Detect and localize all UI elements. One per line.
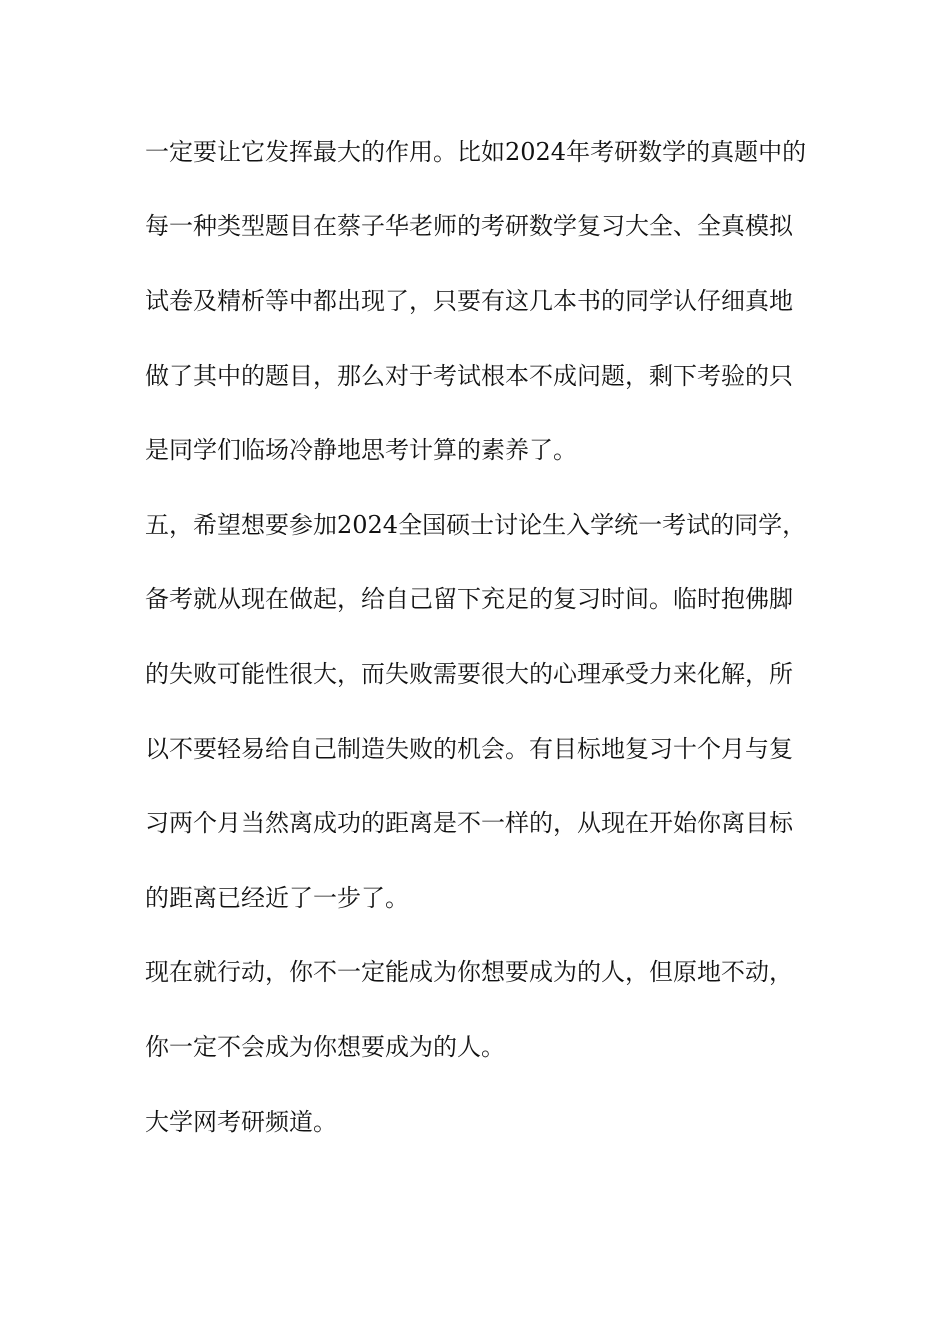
paragraph-line: 现在就行动，你不一定能成为你想要成为的人，但原地不动，	[145, 958, 793, 986]
paragraph-line: 以不要轻易给自己制造失败的机会。有目标地复习十个月与复	[145, 735, 793, 763]
paragraph-line: 你一定不会成为你想要成为的人。	[145, 1033, 505, 1061]
paragraph-line: 的距离已经近了一步了。	[145, 884, 409, 912]
paragraph-line: 每一种类型题目在蔡子华老师的考研数学复习大全、全真模拟	[145, 212, 793, 240]
paragraph-line: 试卷及精析等中都出现了，只要有这几本书的同学认仔细真地	[145, 287, 793, 315]
paragraph-line: 大学网考研频道。	[145, 1108, 337, 1136]
paragraph-line: 五，希望想要参加2024全国硕士讨论生入学统一考试的同学，	[145, 511, 807, 539]
paragraph-line: 的失败可能性很大，而失败需要很大的心理承受力来化解，所	[145, 660, 793, 688]
paragraph-line: 备考就从现在做起，给自己留下充足的复习时间。临时抱佛脚	[145, 585, 793, 613]
paragraph-line: 是同学们临场冷静地思考计算的素养了。	[145, 436, 577, 464]
paragraph-line: 做了其中的题目，那么对于考试根本不成问题，剩下考验的只	[145, 362, 793, 390]
paragraph-line: 习两个月当然离成功的距离是不一样的，从现在开始你离目标	[145, 809, 793, 837]
paragraph-line: 一定要让它发挥最大的作用。比如2024年考研数学的真题中的	[145, 138, 807, 166]
